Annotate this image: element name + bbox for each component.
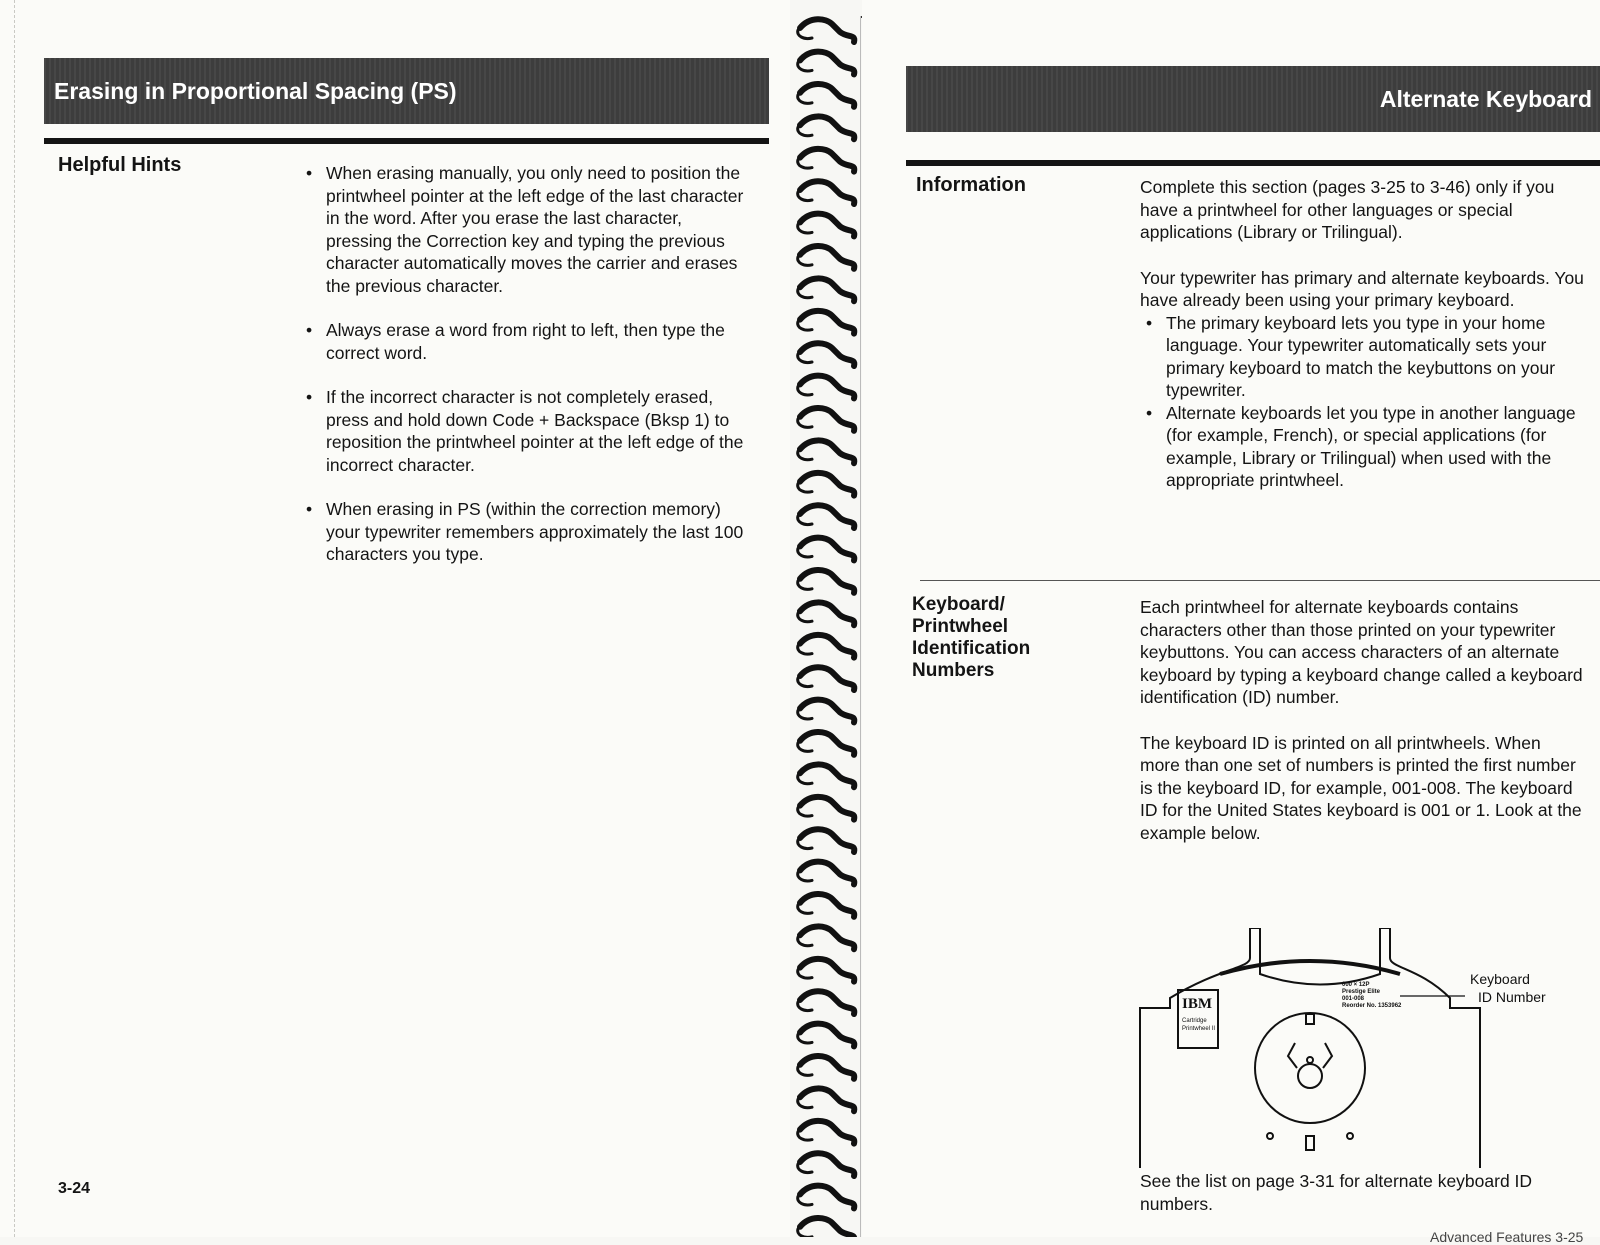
information-paragraph: Your typewriter has primary and alternate keyboards. You have already been using your primary keyboard. [1140,267,1584,310]
left-section-banner [44,58,769,124]
spiral-coil-end [798,1034,812,1043]
callout-line-2: ID Number [1478,989,1546,1005]
spiral-coil-end [798,1002,812,1011]
right-page-footer: Advanced Features 3-25 [1430,1229,1584,1245]
spiral-coil-end [798,127,812,136]
hint-item: • Always erase a word from right to left, then type the correct word. [300,319,750,364]
printwheel-diagram [1130,928,1590,1168]
spiral-coil-end [798,289,812,298]
spine-line [860,16,861,1237]
section-divider [920,580,1600,581]
information-body [1140,176,1585,492]
spiral-coil-end [798,1067,812,1076]
spiral-coil-end [798,386,812,395]
wheel-text-4: Reorder No. 1353962 [1342,1003,1402,1009]
spiral-coil-end [798,937,812,946]
spiral-binding [792,0,860,1237]
spiral-coil-end [798,840,812,849]
spiral-coil-end [798,1196,812,1205]
keyboard-type-item: • The primary keyboard lets you type in your home language. Your typewriter automatically sets your primary keyboard to match the keybuttons on your typewriter. [1140,312,1585,402]
spiral-coil [800,1218,854,1237]
spiral-coil-end [798,678,812,687]
helpful-hints-body [300,162,750,588]
left-heading-rule [44,138,769,144]
hints-list [300,162,750,566]
wheel-text-1: 000 × 12P [1342,982,1370,988]
keyboard-id-body [1140,596,1585,844]
spiral-coil-end [798,257,812,266]
spiral-coil-end [798,548,812,557]
spiral-coil-end [798,613,812,622]
hint-item: • When erasing in PS (within the correction memory) your typewriter remembers approximately the last 100 characters you type. [300,498,750,566]
right-heading-rule [906,160,1600,166]
ibm-logo: IBM [1182,996,1212,1012]
spiral-coil-end [798,62,812,71]
left-page [0,0,790,1237]
spiral-coil-end [798,516,812,525]
spiral-coil-end [798,192,812,201]
wheel-text-3: 001-008 [1342,996,1365,1002]
hint-item: • If the incorrect character is not completely erased, press and hold down Code + Backspace (Bksp 1) to reposition the printwheel pointer at the left edge of the incorrect character. [300,386,750,476]
spiral-coil-end [798,808,812,817]
information-heading: Information [916,174,1026,196]
spiral-coil-end [798,905,812,914]
spiral-coil-end [798,970,812,979]
spiral-coil-end [798,743,812,752]
keyboard-id-paragraph-2: The keyboard ID is printed on all printwheels. When more than one set of numbers is printed the first number is the keyboard ID, for example, 001-008. The keyboard ID for the United States keyboard is 001 or 1. Look at the example below. [1140,732,1582,843]
keyboard-id-paragraph-1: Each printwheel for alternate keyboards contains characters other than those printed on your typewriter keybuttons. You can access characters of an alternate keyboard by typing a keyboard change called a keyboard identification (ID) number. [1140,597,1583,707]
spiral-coil-end [798,1164,812,1173]
right-section-banner [906,66,1600,132]
spiral-coil-end [798,354,812,363]
spiral-coil-end [798,775,812,784]
cartridge-label-2: Printwheel II [1182,1026,1216,1032]
spiral-coil-end [798,224,812,233]
hint-item: • When erasing manually, you only need to position the printwheel pointer at the left edge of the last character in the word. After you erase the last character, pressing the Correction key and typing the previous character automatically moves the carrier and erases the previous character. [300,162,750,297]
spiral-coil-end [798,451,812,460]
keyboard-type-item: • Alternate keyboards let you type in another language (for example, French), or special applications (for example, Library or Trilingual) when used with the appropriate printwheel. [1140,402,1585,492]
spiral-coil-end [798,95,812,104]
keyboard-types-list [1140,312,1585,492]
spiral-coil-end [798,646,812,655]
helpful-hints-heading: Helpful Hints [58,154,182,176]
spiral-coil-end [798,581,812,590]
wheel-text-2: Prestige Elite [1342,989,1381,995]
spiral-coil-end [798,30,812,39]
left-page-number: 3-24 [58,1180,91,1197]
spiral-coil-end [798,419,812,428]
spiral-coil-end [798,322,812,331]
spiral-coil-end [798,1099,812,1108]
right-banner-title: Alternate Keyboard [1379,85,1592,112]
information-intro: Complete this section (pages 3-25 to 3-46) only if you have a printwheel for other languages or special applications (Library or Trilingual). [1140,177,1555,242]
spiral-coil-end [798,1229,812,1237]
left-banner-title: Erasing in Proportional Spacing (PS) [54,77,457,104]
see-list-text: See the list on page 3-31 for alternate keyboard ID numbers. [1140,1171,1533,1214]
spiral-coil-end [798,872,812,881]
spiral-coil-end [798,1132,812,1141]
spiral-coil-end [798,710,812,719]
spiral-coil-end [798,160,812,169]
spiral-coil-end [798,484,812,493]
cartridge-label: Cartridge [1182,1018,1207,1024]
keyboard-id-heading: Keyboard/ Printwheel Identification Numbers [912,594,1031,681]
callout-line-1: Keyboard [1470,971,1530,987]
